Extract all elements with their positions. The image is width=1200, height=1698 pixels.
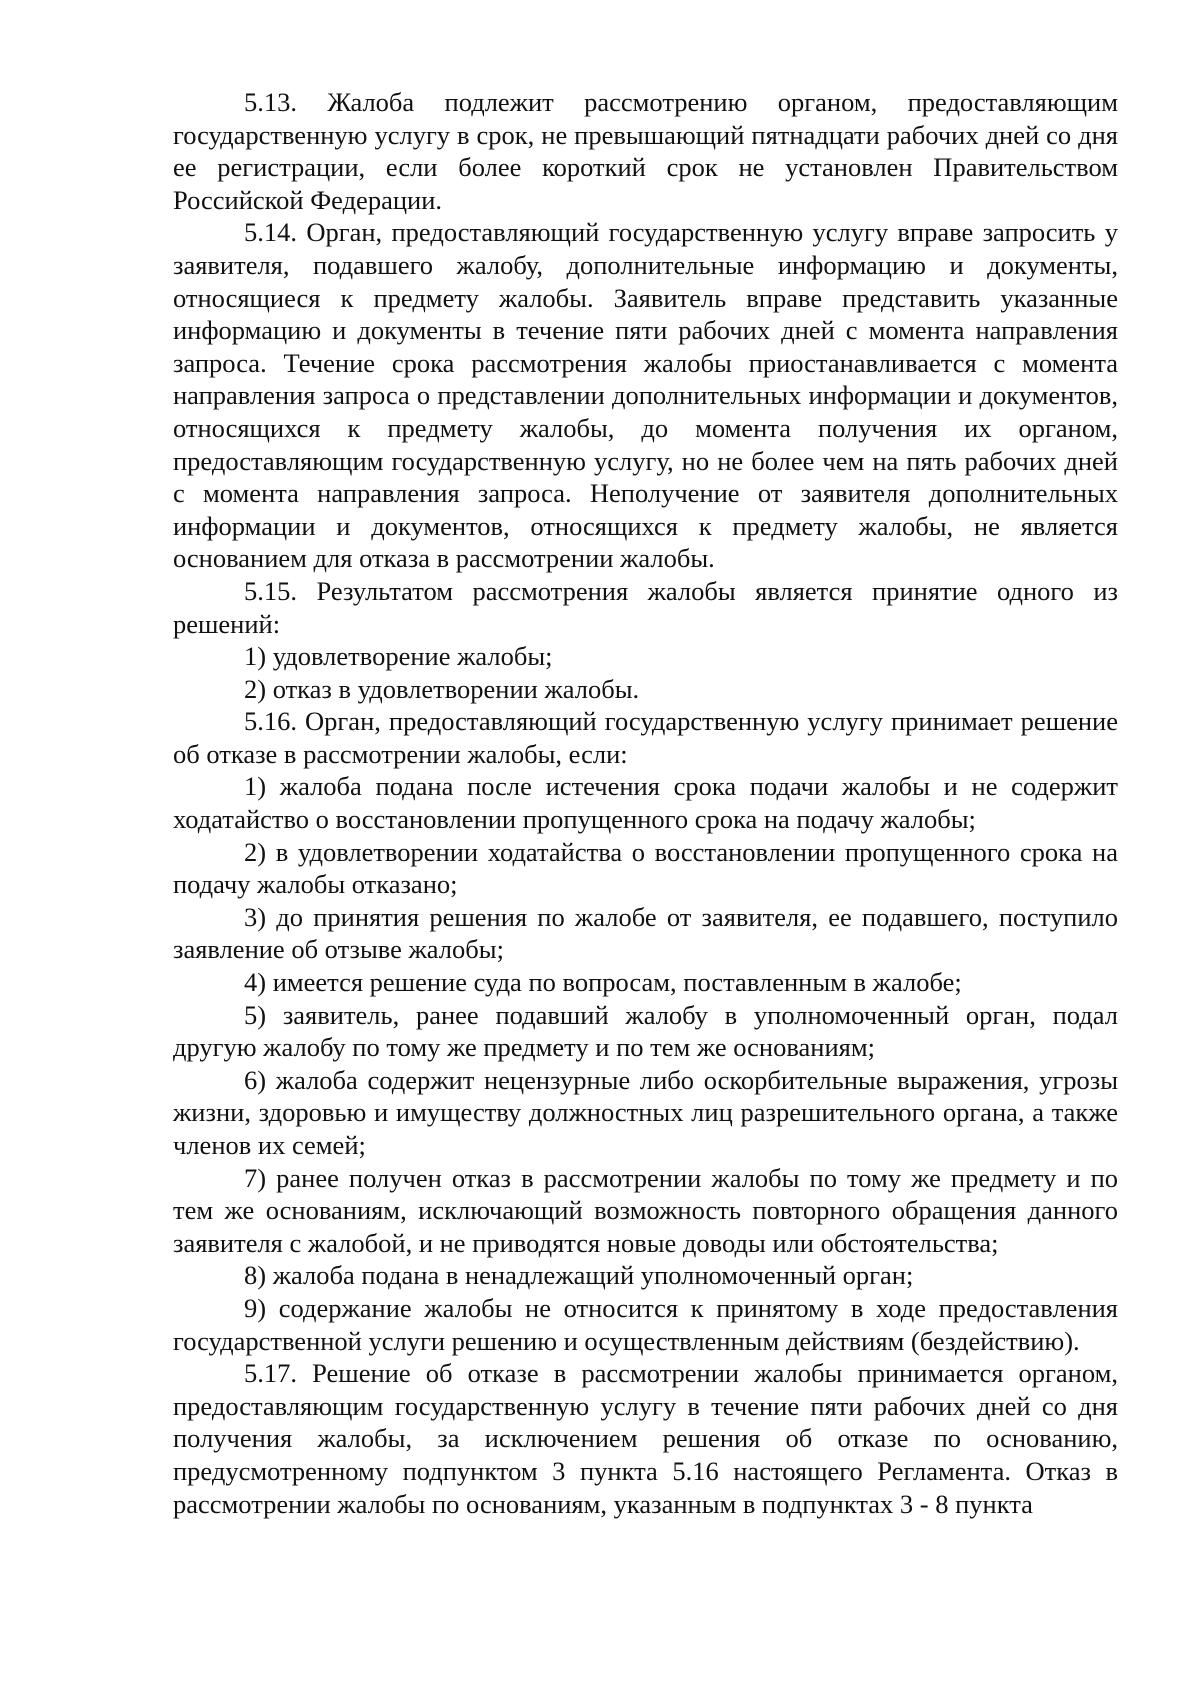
list-item-5-16-7: 7) ранее получен отказ в рассмотрении жалобы по тому же предмету и по тем же основаниям, исключающий возможность повторного обращения данного заявителя с жалобой, и не приводятся новые доводы или обстоятельства; [173,1162,1118,1258]
paragraph-5-14: 5.14. Орган, предоставляющий государственную услугу вправе запросить у заявителя, подавшего жалобу, дополнительные информацию и документы, относящиеся к предмету жалобы. Заявитель вправе представить указанные информацию и документы в течение пяти рабочих дней с момента направления запроса. Течение срока рассмотрения жалобы приостанавливается с момента направления запроса о представлении дополнительных информации и документов, относящихся к предмету жалобы, до момента получения их органом, предоставляющим государственную услугу, но не более чем на пять рабочих дней с момента направления запроса. Неполучение от заявителя дополнительных информации и документов, относящихся к предмету жалобы, не является основанием для отказа в рассмотрении жалобы. [173,217,1118,574]
list-item-5-15-2: 2) отказ в удовлетворении жалобы. [244,673,640,704]
list-item-5-16-3: 3) до принятия решения по жалобе от заявителя, ее подавшего, поступило заявление об отзыве жалобы; [173,901,1118,965]
list-item-5-16-2: 2) в удовлетворении ходатайства о восстановлении пропущенного срока на подачу жалобы отказано; [173,836,1118,900]
paragraph-5-13: 5.13. Жалоба подлежит рассмотрению органом, предоставляющим государственную услугу в срок, не превышающий пятнадцати рабочих дней со дня ее регистрации, если более короткий срок не установлен Правительством Российской Федерации. [173,87,1118,215]
paragraph-5-17: 5.17. Решение об отказе в рассмотрении жалобы принимается органом, предоставляющим государственную услугу в течение пяти рабочих дней со дня получения жалобы, за исключением решения об отказе по основанию, предусмотренному подпунктом 3 пункта 5.16 настоящего Регламента. Отказ в рассмотрении жалобы по основаниям, указанным в подпунктах 3 - 8 пункта [173,1358,1118,1519]
list-item-5-16-6: 6) жалоба содержит нецензурные либо оскорбительные выражения, угрозы жизни, здоровью и имуществу должностных лиц разрешительного органа, а также членов их семей; [173,1064,1118,1160]
list-item-5-15-1: 1) удовлетворение жалобы; [244,641,553,672]
paragraph-5-16: 5.16. Орган, предоставляющий государственную услугу принимает решение об отказе в рассмотрении жалобы, если: [173,706,1118,769]
list-item-5-16-5: 5) заявитель, ранее подавший жалобу в уполномоченный орган, подал другую жалобу по тому же предмету и по тем же основаниям; [173,999,1118,1063]
list-item-5-16-8: 8) жалоба подана в ненадлежащий уполномоченный орган; [244,1260,914,1291]
document-page [173,86,1118,1520]
paragraph-5-15: 5.15. Результатом рассмотрения жалобы является принятие одного из решений: [173,575,1118,639]
list-item-5-16-4: 4) имеется решение суда по вопросам, поставленным в жалобе; [244,967,962,998]
list-item-5-16-9: 9) содержание жалобы не относится к принятому в ходе предоставления государственной услуги решению и осуществленным действиям (бездействию). [173,1292,1118,1356]
list-item-5-16-1: 1) жалоба подана после истечения срока подачи жалобы и не содержит ходатайство о восстановлении пропущенного срока на подачу жалобы; [173,771,1118,835]
